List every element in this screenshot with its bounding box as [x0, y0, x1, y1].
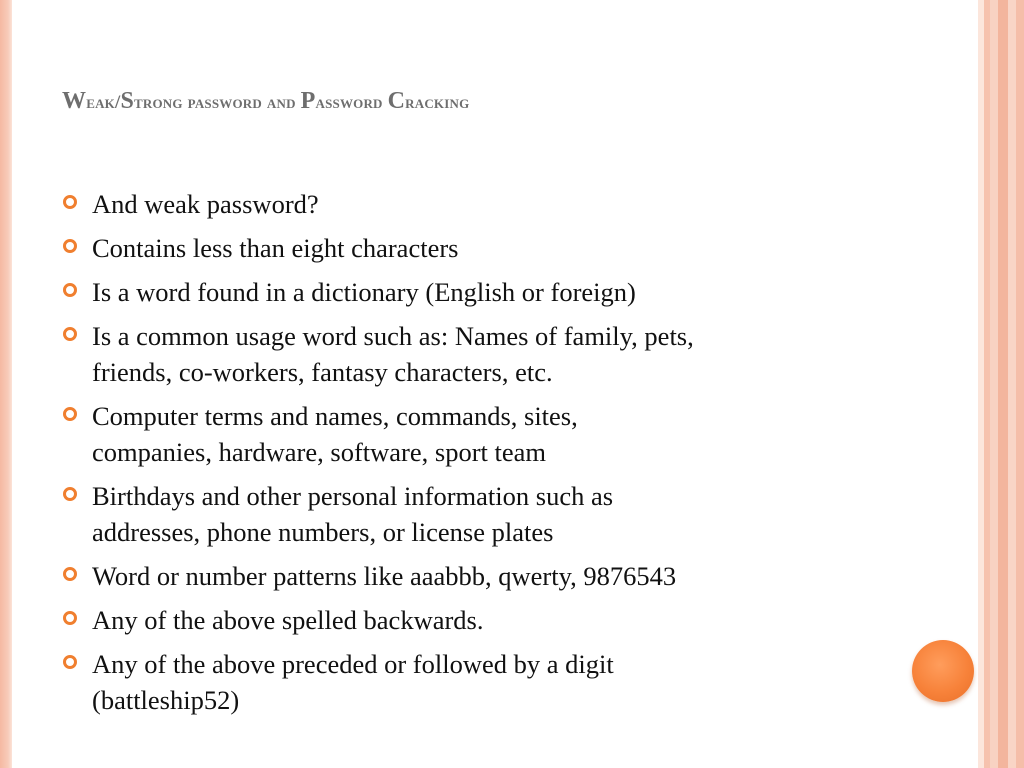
right-stripe: [1016, 0, 1024, 768]
orange-circle-icon: [912, 640, 974, 702]
bullet-item: [60, 478, 900, 550]
bullet-item: [60, 318, 900, 390]
circle-bullet-icon: [63, 407, 77, 421]
circle-bullet-icon: [63, 567, 77, 581]
bullet-item: [60, 602, 900, 638]
circle-bullet-icon: [63, 327, 77, 341]
bullet-item: [60, 274, 900, 310]
title-rest: trong password and: [134, 92, 301, 113]
bullet-text: Is a common usage word such as: Names of family, pets,: [92, 321, 694, 351]
bullet-item: [60, 646, 900, 718]
bullet-text: Birthdays and other personal information such as: [92, 481, 614, 511]
title-cap: S: [120, 88, 135, 114]
title-cap: W: [62, 88, 87, 114]
right-stripe: [1008, 0, 1016, 768]
slide-title: [62, 88, 942, 115]
bullet-text: Any of the above preceded or followed by a digit: [92, 649, 614, 679]
title-cap: P: [300, 88, 316, 114]
bullet-text: Contains less than eight characters: [92, 233, 459, 263]
title-rest: eak/: [86, 92, 121, 113]
right-decorative-bars: [978, 0, 1024, 768]
bullet-text: Any of the above spelled backwards.: [92, 605, 484, 635]
bullet-item: [60, 558, 900, 594]
bullet-text-continued: addresses, phone numbers, or license plates: [92, 517, 554, 547]
circle-bullet-icon: [63, 239, 77, 253]
circle-bullet-icon: [63, 195, 77, 209]
title-rest: racking: [405, 92, 470, 113]
bullet-item: [60, 186, 900, 222]
bullet-item: [60, 398, 900, 470]
circle-bullet-icon: [63, 655, 77, 669]
right-stripe: [998, 0, 1008, 768]
circle-bullet-icon: [63, 283, 77, 297]
bullet-text: And weak password?: [92, 189, 319, 219]
title-cap: C: [387, 88, 406, 114]
bullet-list: [60, 186, 900, 726]
bullet-text: Word or number patterns like aaabbb, qwerty, 9876543: [92, 561, 677, 591]
title-rest: assword: [315, 92, 388, 113]
bullet-text-continued: (battleship52): [92, 685, 240, 715]
right-stripe: [990, 0, 998, 768]
bullet-text: Is a word found in a dictionary (English or foreign): [92, 277, 636, 307]
bullet-text: Computer terms and names, commands, sites,: [92, 401, 578, 431]
bullet-text-continued: friends, co-workers, fantasy characters, etc.: [92, 357, 553, 387]
bullet-item: [60, 230, 900, 266]
circle-bullet-icon: [63, 487, 77, 501]
bullet-text-continued: companies, hardware, software, sport team: [92, 437, 547, 467]
circle-bullet-icon: [63, 611, 77, 625]
left-decorative-bar: [0, 0, 12, 768]
